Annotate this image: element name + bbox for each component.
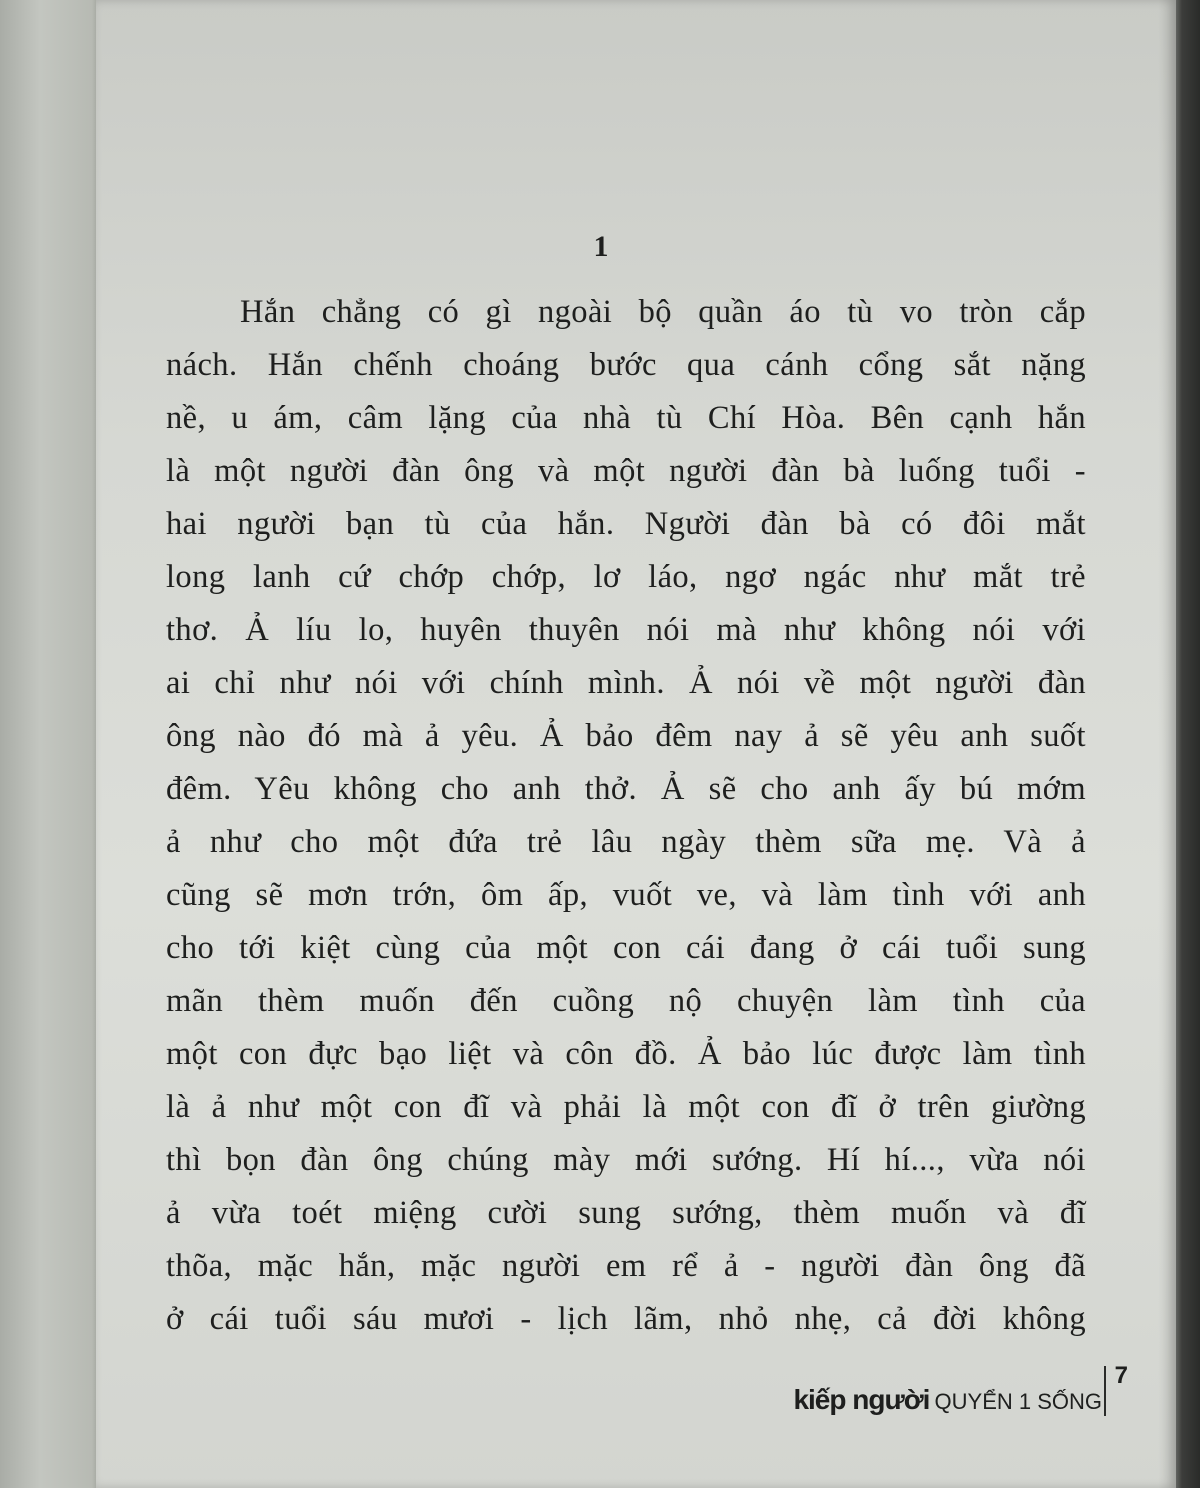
book-page bbox=[96, 0, 1176, 1488]
text-line: ả như cho một đứa trẻ lâu ngày thèm sữa mẹ. Và ả bbox=[166, 824, 1086, 860]
text-line: là ả như một con đĩ và phải là một con đĩ ở trên giường bbox=[166, 1089, 1086, 1125]
book-title bbox=[793, 1384, 1102, 1416]
text-line: một con đực bạo liệt và côn đồ. Ả bảo lúc được làm tình bbox=[166, 1036, 1086, 1072]
footer-divider bbox=[1104, 1366, 1106, 1416]
text-line: nề, u ám, câm lặng của nhà tù Chí Hòa. Bên cạnh hắn bbox=[166, 400, 1086, 436]
text-line: là một người đàn ông và một người đàn bà luống tuổi - bbox=[166, 453, 1086, 489]
text-line: thơ. Ả líu lo, huyên thuyên nói mà như không nói với bbox=[166, 612, 1086, 648]
text-line: ở cái tuổi sáu mươi - lịch lãm, nhỏ nhẹ, cả đời không bbox=[166, 1301, 1086, 1337]
text-line: long lanh cứ chớp chớp, lơ láo, ngơ ngác như mắt trẻ bbox=[166, 559, 1086, 595]
text-line: ai chỉ như nói với chính mình. Ả nói về một người đàn bbox=[166, 665, 1086, 701]
book-cover-edge bbox=[1174, 0, 1200, 1488]
text-line: mãn thèm muốn đến cuồng nộ chuyện làm tình của bbox=[166, 983, 1086, 1019]
text-line: hai người bạn tù của hắn. Người đàn bà có đôi mắt bbox=[166, 506, 1086, 542]
body-paragraph bbox=[166, 286, 1086, 1346]
running-footer bbox=[793, 1362, 1156, 1422]
page-number: 7 bbox=[1114, 1362, 1128, 1389]
text-line: Hắn chẳng có gì ngoài bộ quần áo tù vo tròn cắp bbox=[240, 294, 1086, 330]
text-line: cũng sẽ mơn trớn, ôm ấp, vuốt ve, và làm tình với anh bbox=[166, 877, 1086, 913]
text-line: thõa, mặc hắn, mặc người em rể ả - người đàn ông đã bbox=[166, 1248, 1086, 1284]
book-title-main: kiếp người bbox=[793, 1384, 930, 1415]
text-line: nách. Hắn chếnh choáng bước qua cánh cổng sắt nặng bbox=[166, 347, 1086, 383]
book-title-volume: QUYỂN 1 SỐNG bbox=[934, 1389, 1102, 1414]
text-line: ông nào đó mà ả yêu. Ả bảo đêm nay ả sẽ yêu anh suốt bbox=[166, 718, 1086, 754]
chapter-number: 1 bbox=[593, 230, 609, 263]
text-line: cho tới kiệt cùng của một con cái đang ở cái tuổi sung bbox=[166, 930, 1086, 966]
text-line: thì bọn đàn ông chúng mày mới sướng. Hí hí..., vừa nói bbox=[166, 1142, 1086, 1178]
text-line: ả vừa toét miệng cười sung sướng, thèm muốn và đĩ bbox=[166, 1195, 1086, 1231]
text-line: đêm. Yêu không cho anh thở. Ả sẽ cho anh ấy bú mớm bbox=[166, 771, 1086, 807]
